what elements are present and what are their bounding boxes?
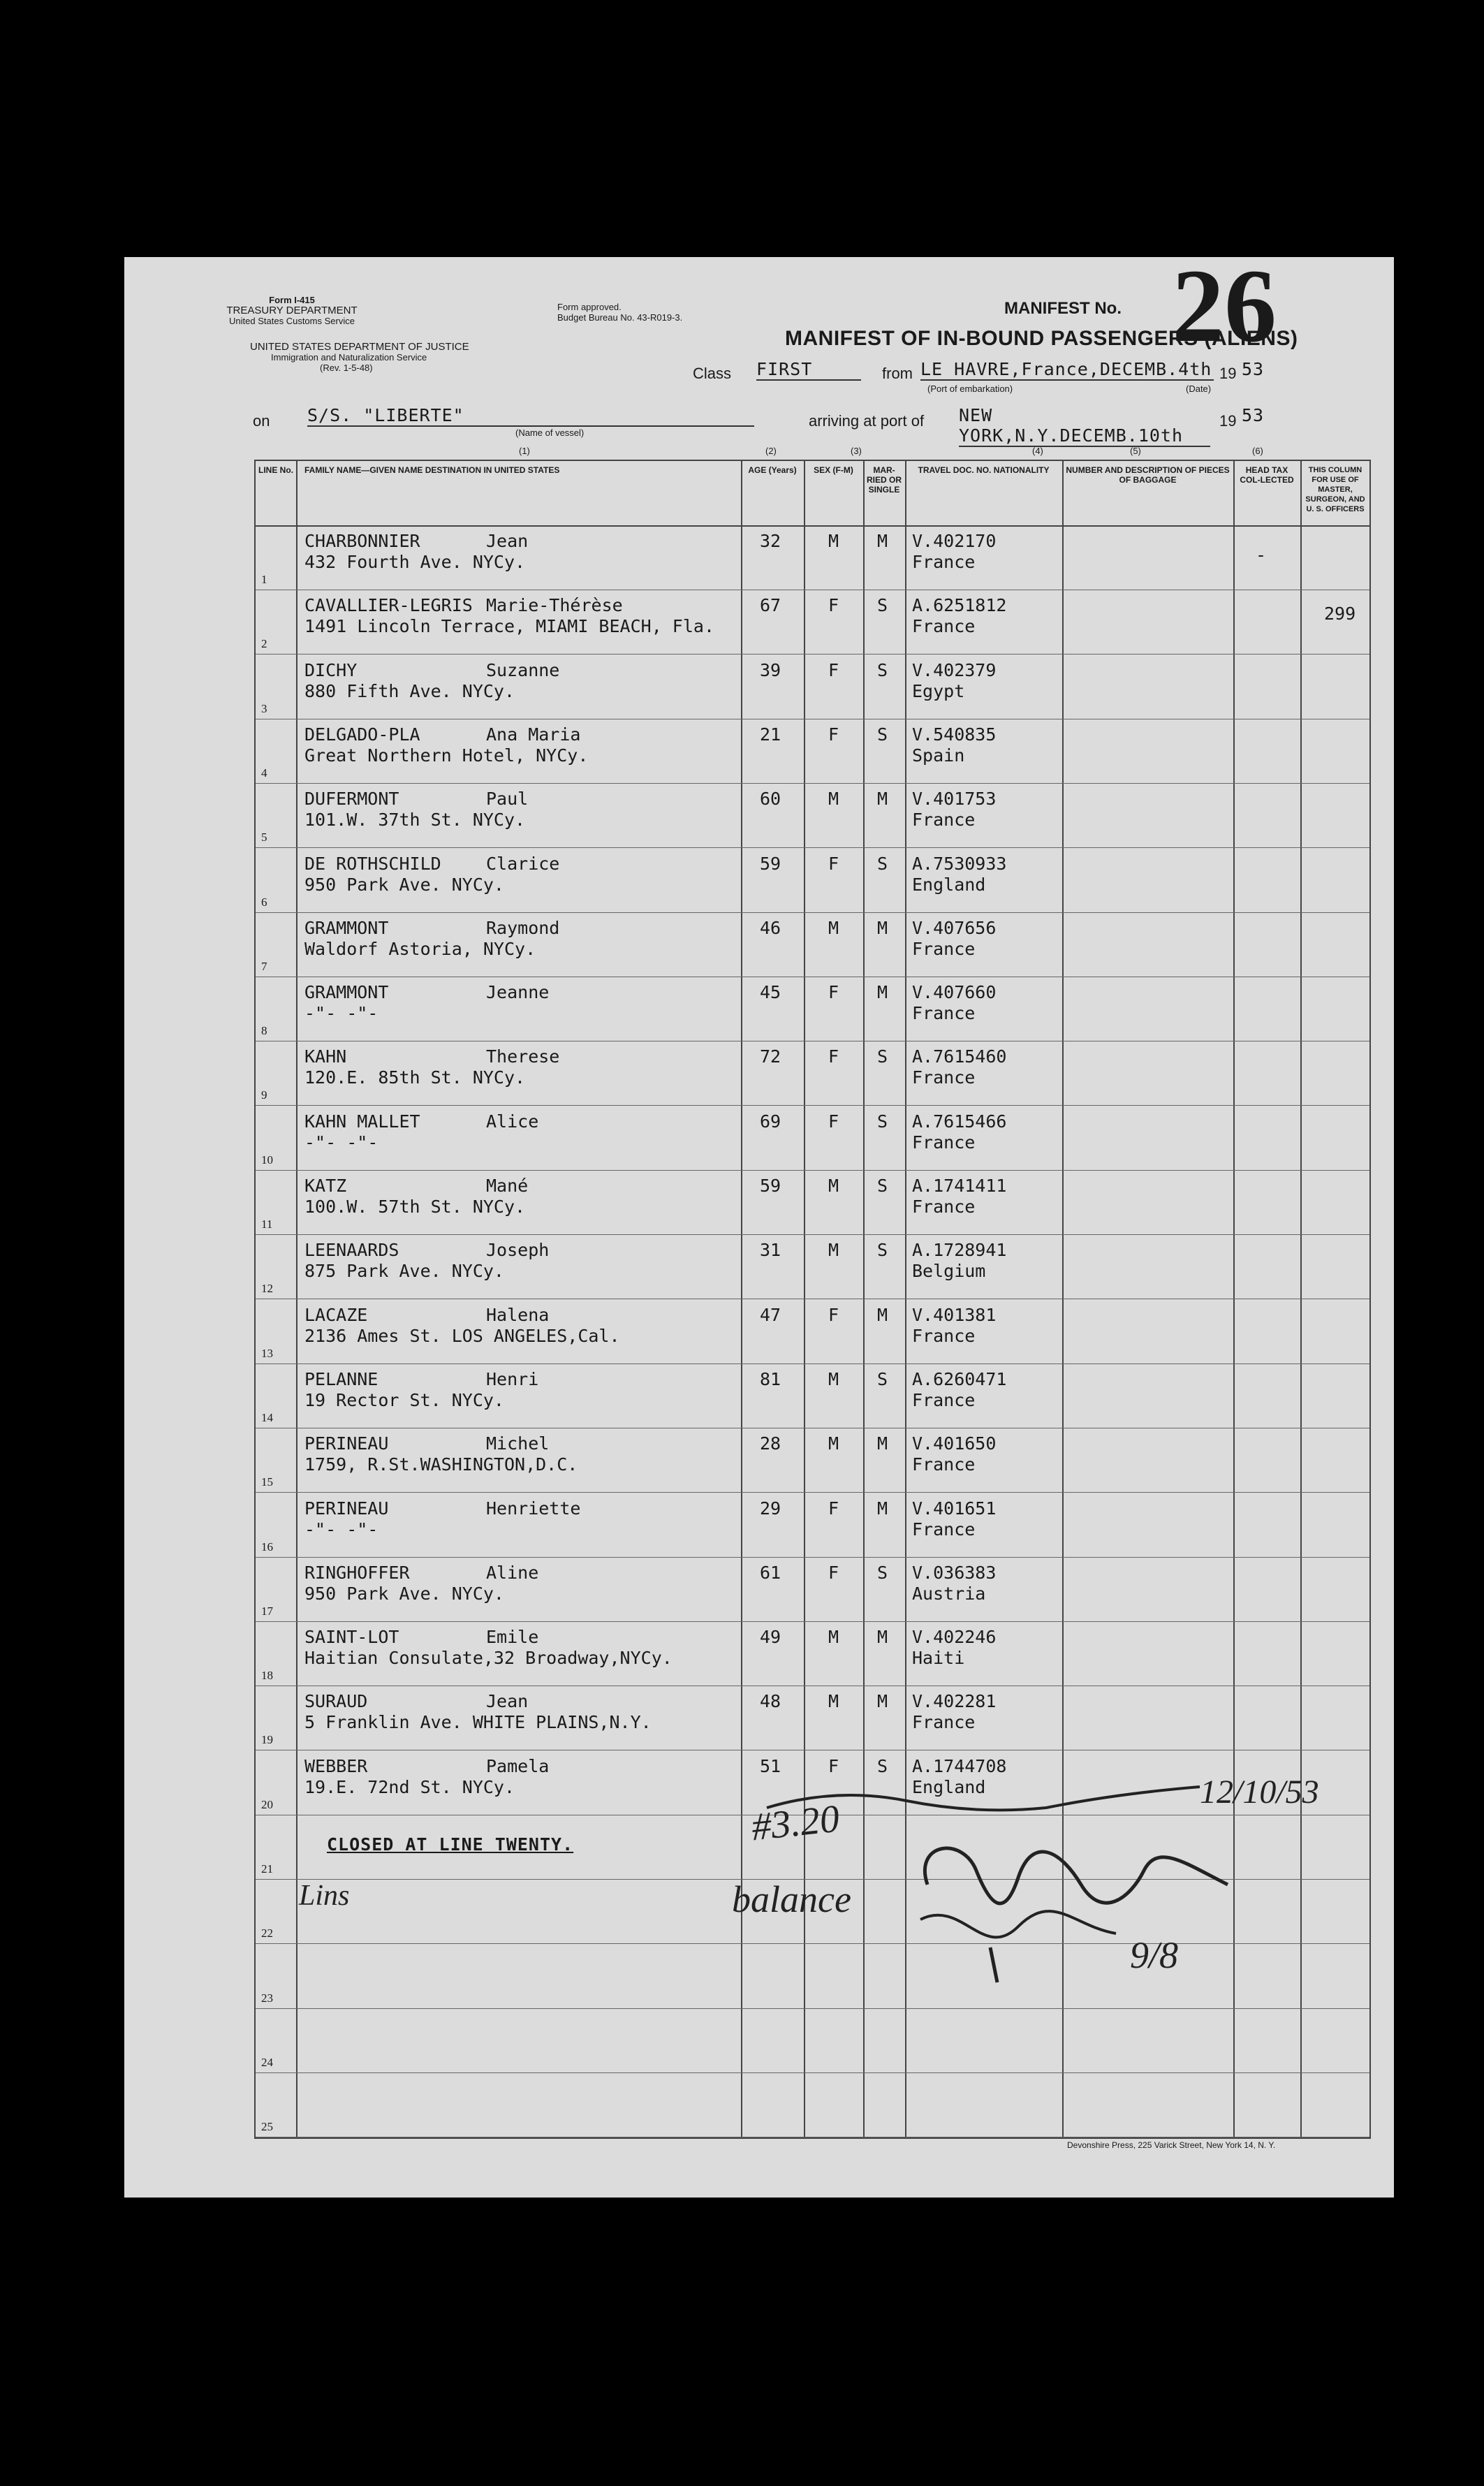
nationality: France bbox=[912, 1197, 976, 1217]
col-line: LINE No. bbox=[258, 465, 293, 475]
marital-status: S bbox=[877, 1111, 888, 1132]
destination: Haitian Consulate,32 Broadway,NYCy. bbox=[304, 1648, 673, 1669]
line-number: 13 bbox=[261, 1346, 273, 1360]
destination: 120.E. 85th St. NYCy. bbox=[304, 1067, 526, 1088]
table-row bbox=[256, 1493, 1369, 1557]
nationality: France bbox=[912, 1519, 976, 1540]
destination: 875 Park Ave. NYCy. bbox=[304, 1261, 504, 1282]
officer-note: 299 bbox=[1324, 604, 1356, 624]
nationality: France bbox=[912, 1067, 976, 1088]
nationality: France bbox=[912, 1003, 976, 1024]
given-name: Clarice bbox=[486, 853, 560, 874]
handwritten-balance: balance bbox=[732, 1878, 851, 1920]
marital-status: M bbox=[877, 982, 888, 1003]
nationality: England bbox=[912, 1776, 986, 1797]
travel-doc: V.402246 bbox=[912, 1627, 997, 1648]
year-arrive: 53 bbox=[1242, 405, 1265, 425]
age: 29 bbox=[760, 1498, 781, 1519]
class-value: FIRST bbox=[756, 359, 861, 381]
printer-credit: Devonshire Press, 225 Varick Street, New York 14, N. Y. bbox=[1067, 2140, 1276, 2150]
destination: 100.W. 57th St. NYCy. bbox=[304, 1197, 526, 1217]
col-sex: SEX (F-M) bbox=[814, 465, 853, 475]
given-name: Aline bbox=[486, 1562, 539, 1583]
age: 46 bbox=[760, 917, 781, 938]
table-row bbox=[256, 1621, 1369, 1686]
nationality: France bbox=[912, 1325, 976, 1346]
sex: F bbox=[828, 595, 839, 616]
travel-doc: V.401753 bbox=[912, 789, 997, 810]
nationality: Belgium bbox=[912, 1261, 986, 1282]
col-num: (5) bbox=[1130, 446, 1141, 456]
budget-bureau: Budget Bureau No. 43-R019-3. bbox=[557, 312, 683, 323]
sex: M bbox=[828, 917, 839, 938]
marital-status: S bbox=[877, 1240, 888, 1261]
age: 48 bbox=[760, 1691, 781, 1712]
justice-dept: UNITED STATES DEPARTMENT OF JUSTICE bbox=[250, 341, 469, 353]
nationality: Egypt bbox=[912, 680, 965, 701]
surname: PERINEAU bbox=[304, 1498, 389, 1519]
line-number: 23 bbox=[261, 1991, 273, 2005]
col-tax: HEAD TAX COL-LECTED bbox=[1240, 465, 1294, 485]
surname: GRAMMONT bbox=[304, 917, 389, 938]
line-number: 12 bbox=[261, 1282, 273, 1296]
form-number: Form I-415 bbox=[269, 295, 315, 305]
given-name: Jeanne bbox=[486, 982, 550, 1003]
sex: F bbox=[828, 1755, 839, 1776]
head-tax: - bbox=[1256, 545, 1267, 565]
nationality: France bbox=[912, 552, 976, 572]
line-number: 16 bbox=[261, 1540, 273, 1553]
table-row bbox=[256, 912, 1369, 977]
age: 59 bbox=[760, 853, 781, 874]
table-row bbox=[256, 1299, 1369, 1363]
sex: F bbox=[828, 1111, 839, 1132]
col-name: FAMILY NAME—GIVEN NAME DESTINATION IN UNITED STATES bbox=[304, 465, 560, 475]
vessel-name: S/S. "LIBERTE" bbox=[307, 405, 754, 427]
from-value: LE HAVRE,France,DECEMB.4th bbox=[920, 359, 1214, 381]
surname: DUFERMONT bbox=[304, 789, 399, 810]
handwritten-initials: Lins bbox=[299, 1880, 350, 1912]
table-row bbox=[256, 977, 1369, 1041]
year-prefix-2: 19 bbox=[1219, 412, 1237, 430]
marital-status: M bbox=[877, 789, 888, 810]
col-num: (1) bbox=[519, 446, 530, 456]
marital-status: M bbox=[877, 1304, 888, 1325]
form-approved: Form approved. bbox=[557, 302, 622, 312]
travel-doc: V.402379 bbox=[912, 659, 997, 680]
travel-doc: V.540835 bbox=[912, 724, 997, 745]
manifest-label: MANIFEST No. bbox=[1004, 299, 1122, 318]
nationality: France bbox=[912, 1389, 976, 1410]
age: 45 bbox=[760, 982, 781, 1003]
destination: Waldorf Astoria, NYCy. bbox=[304, 938, 536, 959]
nationality: Spain bbox=[912, 745, 965, 766]
given-name: Pamela bbox=[486, 1755, 550, 1776]
approval-block bbox=[557, 302, 682, 323]
given-name: Mané bbox=[486, 1176, 529, 1196]
col-age: AGE (Years) bbox=[748, 465, 797, 475]
table-row bbox=[256, 1106, 1369, 1170]
given-name: Joseph bbox=[486, 1240, 550, 1261]
travel-doc: V.402281 bbox=[912, 1691, 997, 1712]
sex: F bbox=[828, 853, 839, 874]
given-name: Jean bbox=[486, 1691, 529, 1712]
marital-status: M bbox=[877, 1433, 888, 1454]
manifest-title: MANIFEST OF IN-BOUND PASSENGERS (ALIENS) bbox=[785, 327, 1298, 350]
surname: DELGADO-PLA bbox=[304, 724, 420, 745]
destination: Great Northern Hotel, NYCy. bbox=[304, 745, 589, 766]
given-name: Suzanne bbox=[486, 659, 560, 680]
marital-status: S bbox=[877, 724, 888, 745]
surname: PERINEAU bbox=[304, 1433, 389, 1454]
handwritten-amount: #3.20 bbox=[749, 1797, 842, 1850]
handwritten-date: 12/10/53 bbox=[1200, 1774, 1319, 1811]
sex: M bbox=[828, 1368, 839, 1389]
surname: SURAUD bbox=[304, 1691, 368, 1712]
sex: F bbox=[828, 1304, 839, 1325]
sex: M bbox=[828, 1691, 839, 1712]
table-row bbox=[256, 2072, 1369, 2137]
vessel-caption: (Name of vessel) bbox=[515, 427, 585, 438]
destination: 19 Rector St. NYCy. bbox=[304, 1389, 504, 1410]
nationality: France bbox=[912, 616, 976, 637]
arriving-label: arriving at port of bbox=[809, 412, 925, 430]
line-number: 11 bbox=[261, 1218, 273, 1231]
marital-status: M bbox=[877, 531, 888, 551]
age: 31 bbox=[760, 1240, 781, 1261]
sex: F bbox=[828, 1562, 839, 1583]
line-number: 10 bbox=[261, 1153, 273, 1167]
age: 39 bbox=[760, 659, 781, 680]
line-number: 24 bbox=[261, 2055, 273, 2069]
destination: -"- -"- bbox=[304, 1519, 379, 1540]
col-baggage: NUMBER AND DESCRIPTION OF PIECES OF BAGGAGE bbox=[1066, 465, 1230, 485]
destination: 5 Franklin Ave. WHITE PLAINS,N.Y. bbox=[304, 1712, 652, 1733]
marital-status: M bbox=[877, 917, 888, 938]
nationality: France bbox=[912, 938, 976, 959]
destination: 1491 Lincoln Terrace, MIAMI BEACH, Fla. bbox=[304, 616, 714, 637]
nationality: England bbox=[912, 874, 986, 895]
age: 51 bbox=[760, 1755, 781, 1776]
destination: 880 Fifth Ave. NYCy. bbox=[304, 680, 515, 701]
destination: 950 Park Ave. NYCy. bbox=[304, 874, 504, 895]
surname: CAVALLIER-LEGRIS bbox=[304, 595, 473, 616]
surname: CHARBONNIER bbox=[304, 531, 420, 551]
col-travel: TRAVEL DOC. NO. NATIONALITY bbox=[918, 465, 1050, 475]
surname: KAHN MALLET bbox=[304, 1111, 420, 1132]
line-number: 6 bbox=[261, 895, 267, 909]
travel-doc: A.7530933 bbox=[912, 853, 1007, 874]
table-row bbox=[256, 590, 1369, 654]
surname: DE ROTHSCHILD bbox=[304, 853, 441, 874]
nationality: Austria bbox=[912, 1583, 986, 1604]
col-num: (6) bbox=[1252, 446, 1263, 456]
surname: LACAZE bbox=[304, 1304, 368, 1325]
officer-signature bbox=[753, 1780, 1242, 1989]
treasury-dept: TREASURY DEPARTMENT bbox=[226, 305, 358, 316]
destination: 1759, R.St.WASHINGTON,D.C. bbox=[304, 1454, 578, 1475]
age: 72 bbox=[760, 1046, 781, 1067]
table-row bbox=[256, 783, 1369, 847]
marital-status: S bbox=[877, 659, 888, 680]
marital-status: S bbox=[877, 1368, 888, 1389]
age: 32 bbox=[760, 531, 781, 551]
marital-status: S bbox=[877, 853, 888, 874]
class-label: Class bbox=[693, 365, 732, 382]
from-label: from bbox=[882, 365, 913, 382]
line-number: 25 bbox=[261, 2120, 273, 2134]
travel-doc: V.401381 bbox=[912, 1304, 997, 1325]
table-row bbox=[256, 655, 1369, 719]
date-caption: (Date) bbox=[1186, 383, 1212, 394]
destination: 432 Fourth Ave. NYCy. bbox=[304, 552, 526, 572]
given-name: Halena bbox=[486, 1304, 550, 1325]
age: 60 bbox=[760, 789, 781, 810]
nationality: Haiti bbox=[912, 1648, 965, 1669]
age: 61 bbox=[760, 1562, 781, 1583]
given-name: Therese bbox=[486, 1046, 560, 1067]
col-num: (4) bbox=[1032, 446, 1043, 456]
given-name: Henriette bbox=[486, 1498, 581, 1519]
line-number: 14 bbox=[261, 1410, 273, 1424]
age: 81 bbox=[760, 1368, 781, 1389]
sex: F bbox=[828, 1498, 839, 1519]
surname: GRAMMONT bbox=[304, 982, 389, 1003]
on-label: on bbox=[253, 412, 270, 430]
given-name: Raymond bbox=[486, 917, 560, 938]
marital-status: S bbox=[877, 1176, 888, 1196]
surname: LEENAARDS bbox=[304, 1240, 399, 1261]
marital-status: M bbox=[877, 1627, 888, 1648]
justice-block bbox=[250, 342, 480, 373]
sex: M bbox=[828, 531, 839, 551]
surname: PELANNE bbox=[304, 1368, 379, 1389]
surname: KATZ bbox=[304, 1176, 347, 1196]
surname: WEBBER bbox=[304, 1755, 368, 1776]
travel-doc: A.1741411 bbox=[912, 1176, 1007, 1196]
destination: 19.E. 72nd St. NYCy. bbox=[304, 1776, 515, 1797]
line-number: 20 bbox=[261, 1797, 273, 1811]
col-married: MAR-RIED OR SINGLE bbox=[866, 465, 902, 495]
travel-doc: A.1744708 bbox=[912, 1755, 1007, 1776]
table-row bbox=[256, 719, 1369, 783]
travel-doc: A.7615460 bbox=[912, 1046, 1007, 1067]
given-name: Marie-Thérèse bbox=[486, 595, 623, 616]
travel-doc: A.6260471 bbox=[912, 1368, 1007, 1389]
line-number: 5 bbox=[261, 831, 267, 844]
destination: 950 Park Ave. NYCy. bbox=[304, 1583, 504, 1604]
line-number: 22 bbox=[261, 1926, 273, 1940]
sex: M bbox=[828, 1433, 839, 1454]
line-number: 1 bbox=[261, 573, 267, 586]
line-number: 15 bbox=[261, 1475, 273, 1489]
marital-status: M bbox=[877, 1498, 888, 1519]
sex: F bbox=[828, 982, 839, 1003]
col-officers: THIS COLUMN FOR USE OF MASTER, SURGEON, AND U. S. OFFICERS bbox=[1305, 466, 1365, 513]
port-embark-caption: (Port of embarkation) bbox=[927, 383, 1013, 394]
given-name: Jean bbox=[486, 531, 529, 551]
line-number: 7 bbox=[261, 959, 267, 973]
line-number: 8 bbox=[261, 1024, 267, 1038]
line-number: 4 bbox=[261, 766, 267, 780]
line-number: 19 bbox=[261, 1733, 273, 1747]
age: 21 bbox=[760, 724, 781, 745]
nationality: France bbox=[912, 1454, 976, 1475]
given-name: Michel bbox=[486, 1433, 550, 1454]
line-number: 18 bbox=[261, 1669, 273, 1683]
sex: F bbox=[828, 724, 839, 745]
travel-doc: V.407660 bbox=[912, 982, 997, 1003]
given-name: Henri bbox=[486, 1368, 539, 1389]
given-name: Alice bbox=[486, 1111, 539, 1132]
sex: M bbox=[828, 1627, 839, 1648]
destination: -"- -"- bbox=[304, 1132, 379, 1153]
surname: SAINT-LOT bbox=[304, 1627, 399, 1648]
table-row bbox=[256, 2008, 1369, 2072]
marital-status: M bbox=[877, 1691, 888, 1712]
nationality: France bbox=[912, 1132, 976, 1153]
surname: RINGHOFFER bbox=[304, 1562, 410, 1583]
table-row bbox=[256, 1686, 1369, 1750]
form-block bbox=[215, 295, 369, 326]
col-num: (3) bbox=[851, 446, 862, 456]
travel-doc: V.036383 bbox=[912, 1562, 997, 1583]
line-number: 21 bbox=[261, 1862, 273, 1876]
table-row bbox=[256, 1170, 1369, 1234]
sex: M bbox=[828, 789, 839, 810]
sex: M bbox=[828, 1176, 839, 1196]
destination: -"- -"- bbox=[304, 1003, 379, 1024]
age: 67 bbox=[760, 595, 781, 616]
surname: KAHN bbox=[304, 1046, 347, 1067]
revision: (Rev. 1-5-48) bbox=[320, 363, 373, 373]
travel-doc: V.402170 bbox=[912, 531, 997, 551]
travel-doc: A.7615466 bbox=[912, 1111, 1007, 1132]
age: 47 bbox=[760, 1304, 781, 1325]
age: 49 bbox=[760, 1627, 781, 1648]
age: 28 bbox=[760, 1433, 781, 1454]
table-row bbox=[256, 1041, 1369, 1105]
marital-status: S bbox=[877, 1046, 888, 1067]
customs-service: United States Customs Service bbox=[229, 316, 355, 326]
sex: F bbox=[828, 659, 839, 680]
handwritten-officer: 9/8 bbox=[1130, 1934, 1179, 1976]
destination: 101.W. 37th St. NYCy. bbox=[304, 810, 526, 831]
given-name: Ana Maria bbox=[486, 724, 581, 745]
col-num: (2) bbox=[765, 446, 777, 456]
table-row bbox=[256, 1363, 1369, 1428]
travel-doc: V.401651 bbox=[912, 1498, 997, 1519]
line-number: 9 bbox=[261, 1088, 267, 1102]
table-row bbox=[256, 848, 1369, 912]
travel-doc: A.1728941 bbox=[912, 1240, 1007, 1261]
travel-doc: V.407656 bbox=[912, 917, 997, 938]
surname: DICHY bbox=[304, 659, 358, 680]
given-name: Paul bbox=[486, 789, 529, 810]
nationality: France bbox=[912, 1712, 976, 1733]
travel-doc: V.401650 bbox=[912, 1433, 997, 1454]
table-row bbox=[256, 1234, 1369, 1299]
marital-status: S bbox=[877, 595, 888, 616]
manifest-number: 26 bbox=[1172, 248, 1277, 364]
sex: F bbox=[828, 1046, 839, 1067]
sex: M bbox=[828, 1240, 839, 1261]
destination: 2136 Ames St. LOS ANGELES,Cal. bbox=[304, 1325, 620, 1346]
nationality: France bbox=[912, 810, 976, 831]
age: 69 bbox=[760, 1111, 781, 1132]
closing-note: CLOSED AT LINE TWENTY. bbox=[327, 1834, 574, 1855]
manifest-sheet bbox=[124, 248, 1394, 2198]
table-row bbox=[256, 525, 1369, 590]
year-from: 53 bbox=[1242, 359, 1265, 379]
line-number: 3 bbox=[261, 701, 267, 715]
travel-doc: A.6251812 bbox=[912, 595, 1007, 616]
line-number: 17 bbox=[261, 1604, 273, 1618]
table-row bbox=[256, 1557, 1369, 1621]
marital-status: S bbox=[877, 1562, 888, 1583]
given-name: Emile bbox=[486, 1627, 539, 1648]
line-number: 2 bbox=[261, 637, 267, 651]
year-prefix: 19 bbox=[1219, 365, 1237, 382]
marital-status: S bbox=[877, 1755, 888, 1776]
ins-service: Immigration and Naturalization Service bbox=[271, 352, 427, 363]
arriving-port: NEW YORK,N.Y.DECEMB.10th bbox=[959, 405, 1210, 447]
table-row bbox=[256, 1428, 1369, 1492]
age: 59 bbox=[760, 1176, 781, 1196]
